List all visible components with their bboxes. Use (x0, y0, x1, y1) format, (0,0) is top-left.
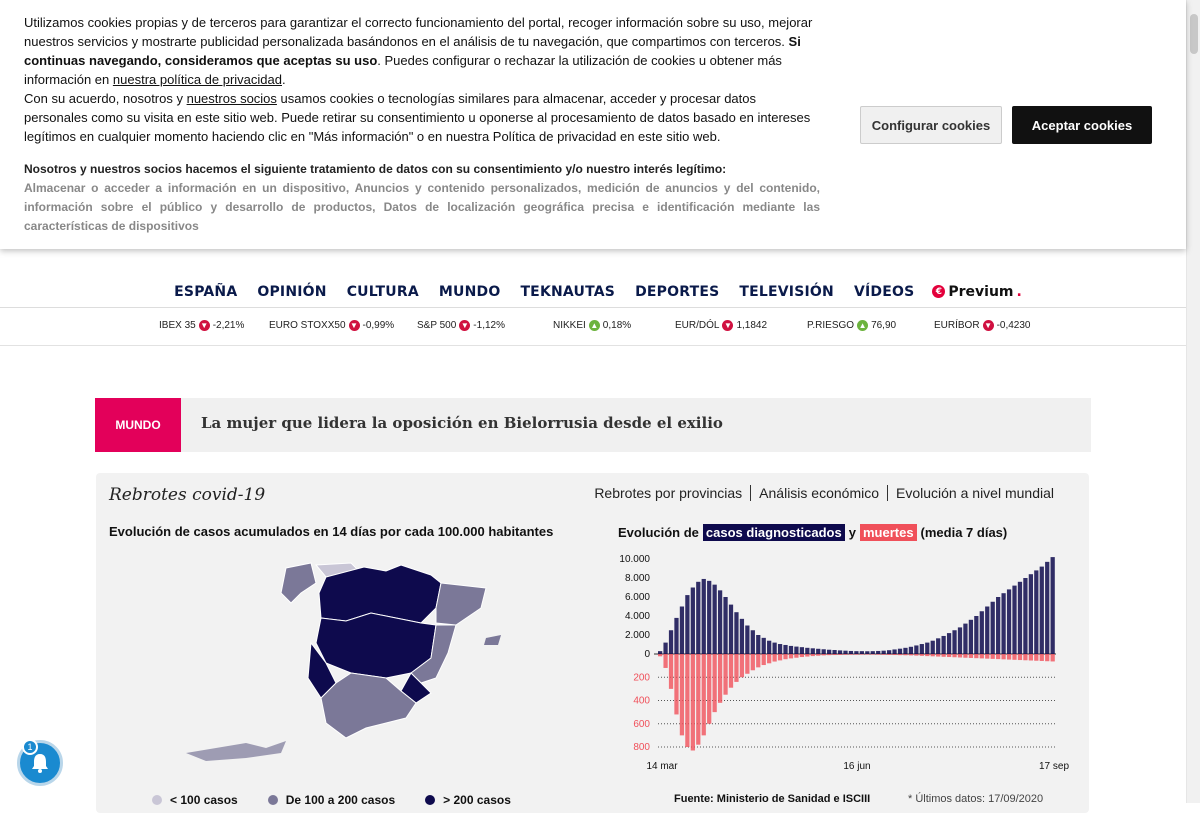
deaths-bar (958, 654, 962, 657)
link-evolucion-mundial[interactable]: Evolución a nivel mundial (887, 485, 1062, 501)
ticker-name: EURÍBOR (934, 320, 980, 331)
cookie-paragraph-2 (24, 89, 820, 146)
previum-link[interactable] (924, 284, 1021, 300)
deaths-bar (947, 654, 951, 657)
cases-bar (898, 649, 902, 654)
cases-bar (1007, 589, 1011, 654)
cases-bar (832, 650, 836, 654)
nav-item-opinion[interactable]: OPINIÓN (257, 283, 327, 300)
ticker-value: -2,21% (212, 320, 245, 331)
cases-bar (936, 638, 940, 654)
cases-bar (980, 611, 984, 654)
legend-swatch (268, 795, 278, 805)
cases-bar (991, 602, 995, 654)
chart-title-cases: casos diagnosticados (703, 524, 845, 541)
cases-bar (887, 650, 891, 654)
deaths-bar (936, 654, 940, 657)
cases-bar (783, 645, 787, 654)
widget-links (586, 485, 1062, 501)
cases-bar (985, 607, 989, 655)
deaths-bar (892, 654, 896, 655)
cases-bar (816, 649, 820, 654)
cookie-text (24, 13, 820, 236)
cases-bar (767, 641, 771, 654)
ticker-name: IBEX 35 (159, 320, 196, 331)
cases-bar (772, 643, 776, 654)
arrow-up-icon: ▲ (858, 320, 867, 330)
deaths-bar (729, 654, 733, 688)
cases-bar (718, 590, 722, 654)
ticker-value: 1,1842 (736, 320, 768, 331)
cases-axis-tick: 6.000 (624, 592, 650, 603)
ticker-value: 76,90 (871, 320, 897, 331)
link-analisis-economico[interactable]: Análisis económico (750, 485, 887, 501)
cases-bar (903, 648, 907, 654)
deaths-bar (952, 654, 956, 657)
cases-bar (860, 651, 864, 654)
cookie-text-part: . (282, 72, 286, 87)
cases-bar (909, 647, 913, 654)
deaths-bar (789, 654, 793, 658)
cases-axis-tick: 0 (644, 649, 650, 660)
chart-title-deaths: muertes (860, 524, 917, 541)
cases-bar (947, 633, 951, 654)
cases-axis-tick: 10.000 (619, 554, 650, 565)
map-region-baleares (484, 635, 501, 645)
deaths-bar (854, 654, 858, 655)
deaths-bar (925, 654, 929, 656)
cases-bar (685, 595, 689, 654)
ticker-value: -0,4230 (996, 320, 1031, 331)
ticker-item[interactable] (553, 320, 631, 331)
deaths-bar (783, 654, 787, 659)
deaths-bar (811, 654, 815, 656)
deaths-bar (691, 654, 695, 750)
cases-bar (1001, 593, 1005, 654)
deaths-bar (707, 654, 711, 724)
x-axis-tick: 16 jun (843, 761, 871, 772)
chart-title-suffix: (media 7 días) (920, 525, 1008, 540)
cases-bar (827, 650, 831, 654)
cookie-purposes (24, 160, 820, 236)
arrow-down-icon: ▼ (200, 320, 209, 330)
cases-bar (729, 605, 733, 654)
deaths-bar (1023, 654, 1027, 660)
deaths-bar (685, 654, 689, 747)
deaths-bar (980, 654, 984, 658)
deaths-bar (800, 654, 804, 657)
arrow-down-icon: ▼ (350, 320, 358, 330)
deaths-bar (794, 654, 798, 658)
deaths-bar (767, 654, 771, 663)
arrow-up-icon: ▲ (590, 320, 599, 330)
cases-bar (658, 651, 662, 654)
cases-bar (789, 646, 793, 654)
deaths-bar (914, 654, 918, 656)
deaths-bar (674, 654, 678, 714)
deaths-bar (745, 654, 749, 674)
cookie-paragraph-1 (24, 13, 820, 89)
cases-bar (871, 651, 875, 654)
cases-bar (751, 630, 755, 654)
deaths-bar (713, 654, 717, 712)
cases-bar (740, 619, 744, 654)
deaths-bar (876, 654, 880, 655)
cases-bar (974, 616, 978, 654)
cases-bar (691, 588, 695, 655)
cases-bar (723, 597, 727, 654)
legend-item (268, 793, 395, 807)
legend-label: < 100 casos (170, 793, 238, 807)
cases-bar (778, 644, 782, 654)
cases-bar (1029, 574, 1033, 654)
cases-bar (849, 651, 853, 654)
deaths-bar (723, 654, 727, 695)
ticker-name: P.RIESGO (807, 320, 855, 331)
market-ticker (0, 309, 1186, 346)
map-region-cataluna (436, 583, 486, 625)
cases-bar (969, 620, 973, 654)
deaths-bar (1034, 654, 1038, 661)
chart-title (618, 524, 1007, 541)
cases-axis-tick: 2.000 (624, 630, 650, 641)
widget-title: Rebrotes covid-19 (109, 485, 266, 505)
deaths-bar (718, 654, 722, 703)
deaths-bar (1001, 654, 1005, 659)
cookie-text-part: Con su acuerdo, nosotros y (24, 91, 187, 106)
deaths-bar (1018, 654, 1022, 660)
cases-bar (882, 651, 886, 654)
cases-bar (952, 630, 956, 654)
map-region-galicia (281, 563, 316, 603)
cases-bar (865, 651, 869, 654)
previum-label: Previum (948, 283, 1014, 300)
cases-bar (838, 650, 842, 654)
map-legend (152, 793, 511, 807)
headline-banner[interactable] (95, 398, 1091, 452)
legend-item (425, 793, 511, 807)
cases-bar (1034, 570, 1038, 654)
cases-bar (1045, 562, 1049, 654)
headline-text[interactable]: La mujer que lidera la oposición en Bielorrusia desde el exilio (201, 414, 723, 432)
cases-bar (707, 581, 711, 654)
link-rebrotes-provincias[interactable]: Rebrotes por provincias (594, 485, 743, 501)
cases-bar (931, 641, 935, 654)
purposes-list: Almacenar o acceder a información en un dispositivo, Anuncios y contenido personalizados, medición de anuncios y del contenido, información sobre el público y desarrollo de productos, Datos de localización geográfica precisa e identificación mediante las características de dispositivos (24, 181, 820, 233)
ticker-value: -1,12% (473, 320, 505, 331)
cases-bar (680, 607, 684, 655)
covid-widget (96, 473, 1089, 813)
ticker-name: NIKKEI (553, 320, 586, 331)
cases-axis-tick: 4.000 (624, 611, 650, 622)
ticker-name: EUR/DÓL (675, 320, 720, 331)
nav-item-deportes[interactable]: DEPORTES (635, 283, 720, 300)
ticker-value: 0,18% (602, 320, 632, 331)
legend-label: De 100 a 200 casos (285, 793, 396, 807)
deaths-bar (756, 654, 760, 667)
bell-icon (30, 752, 50, 774)
cases-bar (674, 618, 678, 654)
ticker-name: S&P 500 (417, 320, 457, 331)
deaths-bar (887, 654, 891, 655)
deaths-bar (827, 654, 831, 655)
spain-map[interactable] (186, 563, 526, 763)
legend-swatch (425, 795, 435, 805)
deaths-bar (898, 654, 902, 655)
deaths-bar (663, 654, 667, 668)
cases-bar (756, 635, 760, 654)
cases-bar (996, 597, 1000, 654)
deaths-bar (805, 654, 809, 657)
deaths-bar (822, 654, 826, 655)
deaths-axis-tick: 200 (633, 672, 650, 684)
cases-bar (811, 648, 815, 654)
nav-item-espana[interactable]: ESPAÑA (174, 283, 238, 300)
cases-bar (1012, 586, 1016, 654)
cases-axis-tick: 8.000 (624, 573, 650, 584)
notification-count-badge: 1 (22, 739, 38, 755)
deaths-axis-tick: 400 (633, 695, 650, 707)
deaths-bar (849, 654, 853, 655)
deaths-bar (969, 654, 973, 658)
cases-bar (963, 624, 967, 654)
cases-bar (1023, 578, 1027, 654)
cookie-text-part: . Puedes configurar o rechazar la utilización de cookies u obtener más información en (24, 53, 782, 87)
deaths-bar (985, 654, 989, 659)
cases-bar (696, 582, 700, 654)
cookie-text-part: usamos cookies o tecnologías similares para almacenar, acceder y procesar datos personales como su visita en este sitio web. Puede retirar su consentimiento u oponerse al procesamiento de datos basado en intereses legítimos en cualquier momento haciendo clic en "Más información" o en nuestra Política de privacidad en este sitio web. (24, 91, 811, 144)
arrow-down-icon: ▼ (984, 320, 993, 330)
privacy-policy-link[interactable]: nuestra política de privacidad (112, 72, 282, 87)
cases-bar (925, 643, 929, 654)
last-data-note: * Últimos datos: 17/09/2020 (908, 793, 1044, 805)
previum-logo-icon: € (932, 285, 945, 298)
cases-bar (734, 612, 738, 654)
ticker-item[interactable] (417, 320, 505, 331)
cases-bar (914, 645, 918, 654)
nav-item-videos[interactable]: VÍDEOS (853, 283, 915, 300)
deaths-bar (931, 654, 935, 656)
deaths-bar (882, 654, 886, 655)
cases-bar (843, 651, 847, 654)
cases-bar (942, 636, 946, 654)
deaths-bar (843, 654, 847, 655)
scrollbar[interactable] (1186, 0, 1200, 803)
deaths-bar (658, 654, 662, 656)
deaths-bar (1045, 654, 1049, 661)
x-axis-tick: 14 mar (646, 761, 678, 772)
deaths-bar (903, 654, 907, 655)
cases-bar (713, 585, 717, 654)
arrow-down-icon: ▼ (460, 320, 469, 330)
chart-title-prefix: Evolución de (618, 525, 699, 540)
cases-bar (854, 651, 858, 654)
cases-bar (822, 649, 826, 654)
deaths-axis-tick: 600 (633, 718, 650, 730)
partners-link[interactable]: nuestros socios (186, 91, 277, 106)
deaths-bar (751, 654, 755, 670)
nav-item-cultura[interactable]: CULTURA (346, 283, 419, 300)
main-nav (0, 276, 1186, 308)
configure-cookies-button[interactable]: Configurar cookies (860, 106, 1002, 144)
cases-bar (669, 630, 673, 654)
cases-bar (876, 651, 880, 654)
nav-item-mundo[interactable]: MUNDO (438, 283, 501, 300)
cases-bar (702, 579, 706, 654)
deaths-bar (696, 654, 700, 745)
legend-label: > 200 casos (443, 793, 511, 807)
deaths-bar (816, 654, 820, 656)
cookie-bold-text: Si continuas navegando, consideramos que aceptas su uso (24, 34, 801, 68)
cookie-text-part: Utilizamos cookies propias y de terceros para garantizar el correcto funcionamiento del portal, recoger información sobre su uso, mejorar nuestros servicios y mostrarte publicidad personalizada basándonos en el análisis de tu navegación, que compartimos con terceros. (24, 15, 813, 49)
chart-source: Fuente: Ministerio de Sanidad e ISCIII (674, 793, 871, 805)
ticker-item[interactable] (675, 320, 767, 331)
deaths-bar (1012, 654, 1016, 660)
ticker-item[interactable] (807, 320, 896, 331)
cases-bar (958, 627, 962, 654)
deaths-bar (680, 654, 684, 735)
deaths-bar (734, 654, 738, 682)
nav-item-teknautas[interactable]: TEKNAUTAS (520, 283, 616, 300)
cases-bar (745, 626, 749, 655)
deaths-bar (1051, 654, 1055, 661)
ticker-item[interactable] (159, 320, 244, 331)
deaths-bar (1029, 654, 1033, 661)
deaths-bar (942, 654, 946, 657)
deaths-bar (740, 654, 744, 677)
cases-bar (1018, 582, 1022, 654)
ticker-item[interactable] (269, 320, 394, 331)
deaths-bar (909, 654, 913, 655)
cases-bar (794, 647, 798, 654)
ticker-item[interactable] (934, 320, 1030, 331)
deaths-bar (1007, 654, 1011, 660)
cookie-banner (0, 0, 1186, 249)
arrow-down-icon: ▼ (723, 320, 732, 330)
deaths-bar (865, 654, 869, 655)
deaths-bar (702, 654, 706, 735)
chart-title-and: y (848, 525, 856, 540)
map-title: Evolución de casos acumulados en 14 días por cada 100.000 habitantes (109, 524, 554, 539)
map-region-canarias (186, 741, 286, 761)
deaths-bar (762, 654, 766, 665)
deaths-bar (963, 654, 967, 658)
previum-dot: . (1016, 283, 1022, 300)
covid-chart[interactable] (594, 551, 1070, 776)
deaths-bar (974, 654, 978, 658)
legend-item (152, 793, 238, 807)
accept-cookies-button[interactable]: Aceptar cookies (1012, 106, 1152, 144)
cases-bar (663, 643, 667, 654)
deaths-bar (778, 654, 782, 660)
cases-bar (800, 647, 804, 654)
deaths-bar (996, 654, 1000, 659)
deaths-bar (669, 654, 673, 689)
section-tag[interactable]: MUNDO (95, 398, 181, 452)
scrollbar-thumb[interactable] (1190, 14, 1198, 54)
deaths-bar (860, 654, 864, 655)
deaths-bar (772, 654, 776, 662)
deaths-bar (920, 654, 924, 656)
deaths-bar (871, 654, 875, 655)
cases-bar (1040, 567, 1044, 654)
deaths-bar (832, 654, 836, 655)
deaths-bar (838, 654, 842, 655)
cases-bar (805, 648, 809, 654)
ticker-value: -0,99% (362, 320, 395, 331)
deaths-bar (1040, 654, 1044, 661)
cases-bar (892, 649, 896, 654)
deaths-bar (991, 654, 995, 659)
x-axis-tick: 17 sep (1038, 761, 1070, 772)
cases-bar (1051, 557, 1055, 654)
ticker-name: EURO STOXX50 (269, 320, 346, 331)
nav-item-television[interactable]: TELEVISIÓN (739, 283, 834, 300)
legend-swatch (152, 795, 162, 805)
purposes-title: Nosotros y nuestros socios hacemos el siguiente tratamiento de datos con su consentimiento y/o nuestro interés legítimo: (24, 162, 727, 176)
cases-bar (762, 638, 766, 654)
deaths-axis-tick: 800 (633, 742, 650, 753)
cases-bar (920, 644, 924, 654)
